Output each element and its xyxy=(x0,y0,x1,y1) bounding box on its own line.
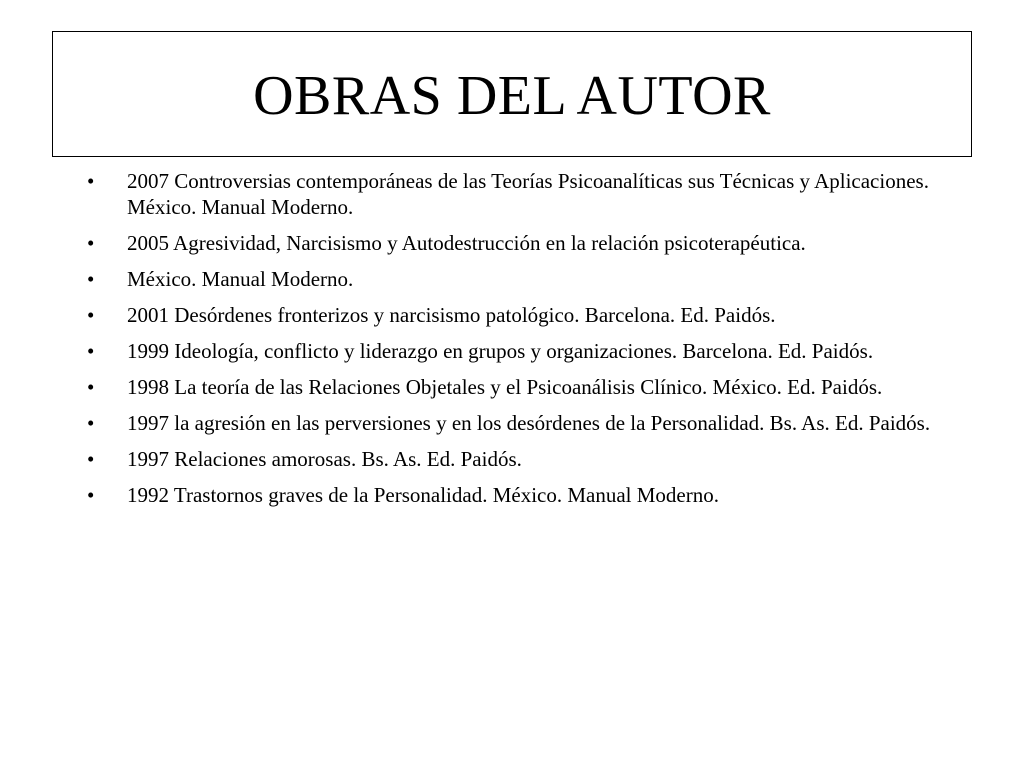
list-item xyxy=(87,338,992,364)
bullet-marker: • xyxy=(87,267,95,291)
bullet-marker: • xyxy=(87,303,95,327)
list-item-text: México. Manual Moderno. xyxy=(127,267,354,291)
list-item xyxy=(87,410,992,436)
list-item-text: 1998 La teoría de las Relaciones Objetales y el Psicoanálisis Clínico. México. Ed. Paidós. xyxy=(127,375,883,399)
list-item xyxy=(87,302,992,328)
title-box xyxy=(52,31,972,157)
bullet-marker: • xyxy=(87,375,95,399)
list-item xyxy=(87,482,992,508)
bullet-list xyxy=(87,168,992,518)
bullet-marker: • xyxy=(87,483,95,507)
list-item-text: 2007 Controversias contemporáneas de las Teorías Psicoanalíticas sus Técnicas y Aplicaciones. México. Manual Moderno. xyxy=(127,169,929,219)
list-item-text: 2001 Desórdenes fronterizos y narcisismo patológico. Barcelona. Ed. Paidós. xyxy=(127,303,776,327)
list-item-text: 1999 Ideología, conflicto y liderazgo en grupos y organizaciones. Barcelona. Ed. Paidós. xyxy=(127,339,874,363)
bullet-marker: • xyxy=(87,411,95,435)
list-item xyxy=(87,266,992,292)
list-item-text: 2005 Agresividad, Narcisismo y Autodestrucción en la relación psicoterapéutica. xyxy=(127,231,806,255)
list-item-text: 1997 la agresión en las perversiones y en los desórdenes de la Personalidad. Bs. As. Ed. Paidós. xyxy=(127,411,931,435)
list-item-text: 1997 Relaciones amorosas. Bs. As. Ed. Paidós. xyxy=(127,447,522,471)
list-item xyxy=(87,374,992,400)
list-item-text: 1992 Trastornos graves de la Personalidad. México. Manual Moderno. xyxy=(127,483,719,507)
list-item xyxy=(87,168,992,220)
bullet-marker: • xyxy=(87,447,95,471)
page-title: OBRAS DEL AUTOR xyxy=(253,65,771,127)
bullet-marker: • xyxy=(87,231,95,255)
bullet-marker: • xyxy=(87,339,95,363)
list-item xyxy=(87,446,992,472)
bullet-marker: • xyxy=(87,169,95,193)
list-item xyxy=(87,230,992,256)
